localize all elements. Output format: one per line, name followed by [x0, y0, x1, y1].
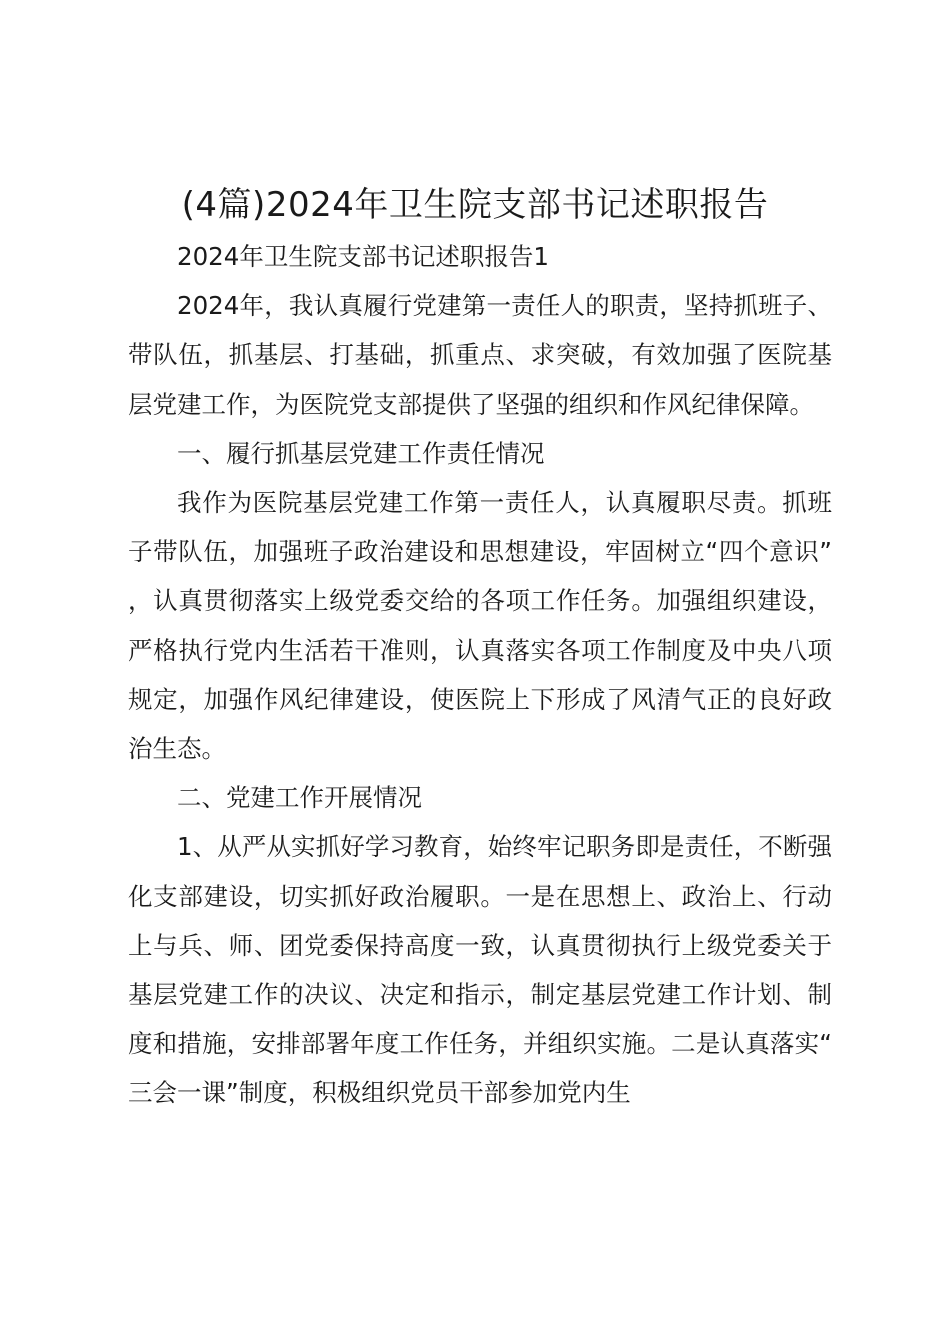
section-heading-1: 一、履行抓基层党建工作责任情况 — [177, 438, 545, 468]
section-subtitle: 2024年卫生院支部书记述职报告1 — [177, 242, 549, 271]
paragraph-responsibility: 我作为医院基层党建工作第一责任人，认真履职尽责。抓班子带队伍，加强班子政治建设和思想建设，牢固树立“四个意识”，认真贯彻落实上级党委交给的各项工作任务。加强组织建设，严格执行党内生活若干准则，认真落实各项工作制度及中央八项规定，加强作风纪律建设，使医院上下形成了风清气正的良好政治生态。 — [128, 488, 832, 764]
paragraph-intro: 2024年，我认真履行党建第一责任人的职责，坚持抓班子、带队伍，抓基层、打基础，抓重点、求突破，有效加强了医院基层党建工作，为医院党支部提供了坚强的组织和作风纪律保障。 — [128, 291, 832, 419]
section-heading-2: 二、党建工作开展情况 — [177, 783, 422, 813]
document-title: (4篇)2024年卫生院支部书记述职报告 — [181, 185, 769, 225]
document-body — [128, 232, 832, 1118]
paragraph-study-education: 1、从严从实抓好学习教育，始终牢记职务即是责任，不断强化支部建设，切实抓好政治履职。一是在思想上、政治上、行动上与兵、师、团党委保持高度一致，认真贯彻执行上级党委关于基层党建工作的决议、决定和指示，制定基层党建工作计划、制度和措施，安排部署年度工作任务，并组织实施。二是认真落实“三会一课”制度，积极组织党员干部参加党内生 — [128, 832, 832, 1108]
